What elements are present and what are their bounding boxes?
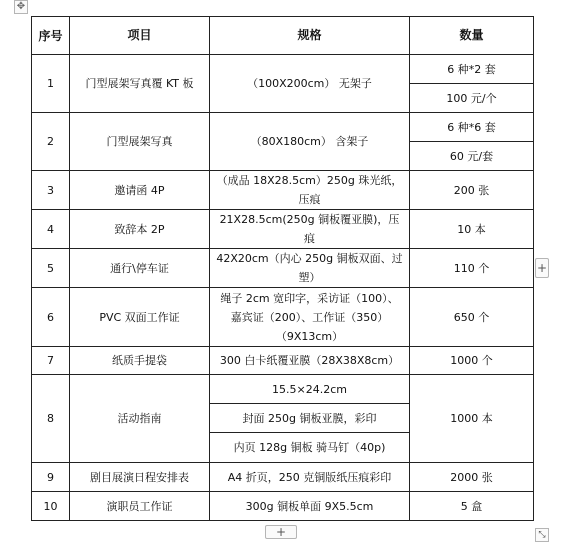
cell-seq: 8 <box>32 375 70 463</box>
cell-spec <box>210 210 410 249</box>
cell-spec: 300 白卡纸覆亚膜（28X38X8cm） <box>210 347 410 375</box>
cell-qty: 10 本 <box>410 210 534 249</box>
cell-qty: 110 个 <box>410 249 534 288</box>
table-row <box>32 113 534 142</box>
spec-line: 压痕 <box>298 193 321 206</box>
cell-qty: 650 个 <box>410 288 534 347</box>
table-row <box>32 492 534 521</box>
cell-qty: 6 种*6 套 <box>410 113 534 142</box>
cell-seq: 2 <box>32 113 70 171</box>
cell-seq: 7 <box>32 347 70 375</box>
cell-item: 剧目展演日程安排表 <box>70 463 210 492</box>
table-row <box>32 463 534 492</box>
spec-line: 塑） <box>298 271 321 284</box>
cell-seq: 3 <box>32 171 70 210</box>
cell-spec: 内页 128g 铜板 骑马钉（40p) <box>210 433 410 463</box>
cell-seq: 9 <box>32 463 70 492</box>
cell-qty: 1000 本 <box>410 375 534 463</box>
cell-seq: 6 <box>32 288 70 347</box>
cell-spec: 封面 250g 铜板亚膜，彩印 <box>210 404 410 433</box>
cell-qty: 200 张 <box>410 171 534 210</box>
cell-spec <box>210 171 410 210</box>
cell-item: PVC 双面工作证 <box>70 288 210 347</box>
cell-spec: （80X180cm） 含架子 <box>210 113 410 171</box>
cell-seq: 4 <box>32 210 70 249</box>
spec-line: 绳子 2cm 宽印字，采访证（100）、 <box>220 291 399 305</box>
table-header-row <box>32 17 534 55</box>
table-row <box>32 249 534 288</box>
header-spec: 规格 <box>210 17 410 55</box>
table-row <box>32 288 534 347</box>
cell-seq: 5 <box>32 249 70 288</box>
cell-qty: 2000 张 <box>410 463 534 492</box>
cell-qty: 6 种*2 套 <box>410 55 534 84</box>
order-table <box>31 16 534 521</box>
cell-qty: 60 元/套 <box>410 142 534 171</box>
spec-line: 嘉宾证（200）、工作证（350） <box>230 310 389 324</box>
spec-line: （9X13cm） <box>275 329 344 343</box>
cell-item: 演职员工作证 <box>70 492 210 521</box>
table-row <box>32 375 534 404</box>
spec-line: 21X28.5cm(250g 铜板覆亚膜)，压 <box>219 213 400 226</box>
spec-line: 痕 <box>304 232 315 245</box>
cell-spec: 15.5×24.2cm <box>210 375 410 404</box>
table-row <box>32 171 534 210</box>
header-seq: 序号 <box>32 17 70 55</box>
cell-spec: （100X200cm） 无架子 <box>210 55 410 113</box>
cell-spec <box>210 249 410 288</box>
cell-item: 活动指南 <box>70 375 210 463</box>
cell-seq: 10 <box>32 492 70 521</box>
cell-item: 致辞本 2P <box>70 210 210 249</box>
header-qty: 数量 <box>410 17 534 55</box>
cell-item: 邀请函 4P <box>70 171 210 210</box>
table-row <box>32 210 534 249</box>
spec-line: （成品 18X28.5cm）250g 珠光纸， <box>216 174 403 187</box>
cell-qty: 5 盒 <box>410 492 534 521</box>
cell-item: 门型展架写真覆 KT 板 <box>70 55 210 113</box>
cell-item: 纸质手提袋 <box>70 347 210 375</box>
cell-item: 通行\停车证 <box>70 249 210 288</box>
add-row-button[interactable]: + <box>265 525 297 539</box>
table-move-handle-icon[interactable]: ✥ <box>14 0 28 14</box>
cell-qty: 100 元/个 <box>410 84 534 113</box>
table-row <box>32 55 534 84</box>
header-item: 项目 <box>70 17 210 55</box>
cell-spec: 300g 铜板单面 9X5.5cm <box>210 492 410 521</box>
spec-line: 42X20cm（内心 250g 铜板双面、过 <box>216 252 403 265</box>
table-resize-handle-icon[interactable]: ⤡ <box>535 528 549 542</box>
cell-spec <box>210 288 410 347</box>
cell-spec: A4 折页，250 克铜版纸压痕彩印 <box>210 463 410 492</box>
cell-qty: 1000 个 <box>410 347 534 375</box>
add-column-button[interactable]: + <box>535 258 549 278</box>
cell-seq: 1 <box>32 55 70 113</box>
cell-item: 门型展架写真 <box>70 113 210 171</box>
table-row <box>32 347 534 375</box>
